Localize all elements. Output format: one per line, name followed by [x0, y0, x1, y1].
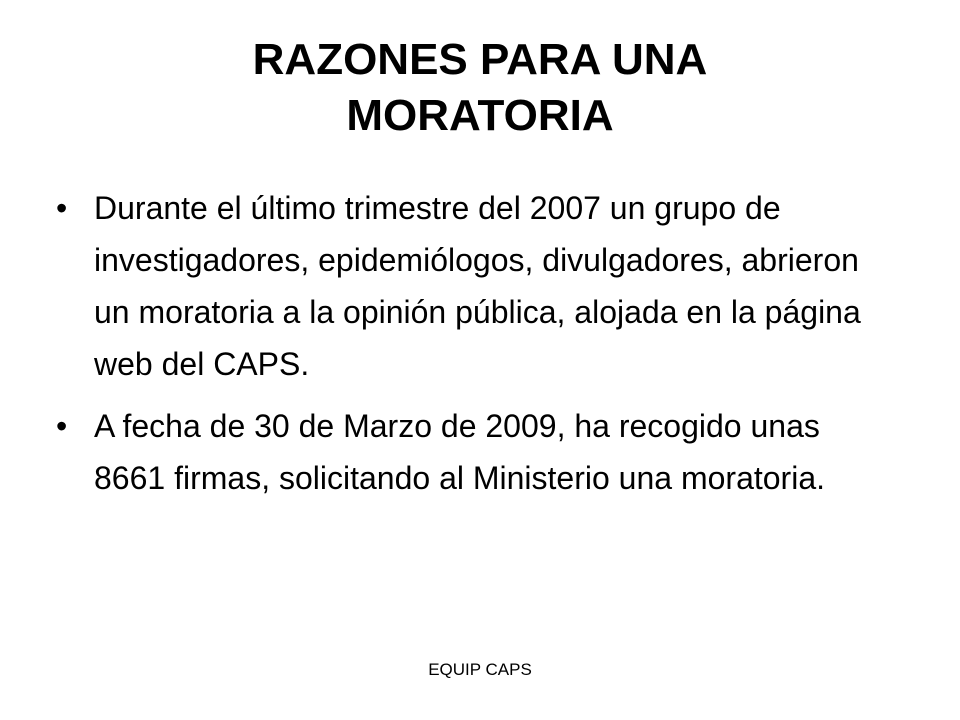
bullet-dot-icon: • [56, 408, 68, 444]
title-line-1: RAZONES PARA UNA [252, 35, 708, 84]
bullet-text-1: Durante el último trimestre del 2007 un grupo de investigadores, epidemiólogos, divulgadores, abrieron un moratoria a la opinión pública, alojada en la página web del CAPS. [94, 190, 861, 382]
slide-footer: EQUIP CAPS [428, 660, 532, 679]
title-line-2: MORATORIA [346, 91, 614, 140]
bullet-item-1 [52, 182, 892, 390]
slide-title [48, 32, 912, 144]
bullet-dot-icon: • [56, 190, 68, 226]
bullet-list [52, 182, 892, 514]
bullet-text-2: A fecha de 30 de Marzo de 2009, ha recogido unas 8661 firmas, solicitando al Ministerio una moratoria. [94, 408, 825, 496]
bullet-item-2 [52, 400, 892, 504]
